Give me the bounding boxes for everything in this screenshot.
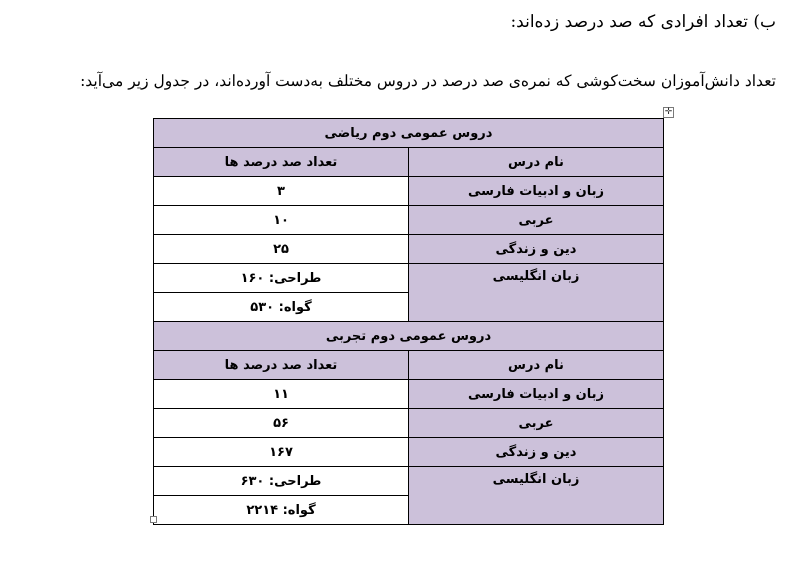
column-header-count: تعداد صد درصد ها <box>154 351 409 380</box>
column-header-subject: نام درس <box>409 351 664 380</box>
section-heading: ب) تعداد افرادی که صد درصد زده‌اند: <box>510 12 776 32</box>
table-row <box>154 438 664 467</box>
count-cell: گواه: ۵۳۰ <box>154 293 409 322</box>
table-row <box>154 467 664 496</box>
count-cell: ۳ <box>154 177 409 206</box>
results-table <box>153 118 664 525</box>
section-title-science: دروس عمومی دوم تجربی <box>154 322 664 351</box>
table-row <box>154 409 664 438</box>
table-row <box>154 322 664 351</box>
count-cell: طراحی: ۱۶۰ <box>154 264 409 293</box>
table-row <box>154 351 664 380</box>
subject-cell: زبان انگلیسی <box>409 264 664 322</box>
count-cell: ۱۶۷ <box>154 438 409 467</box>
count-cell: ۱۱ <box>154 380 409 409</box>
intro-paragraph: تعداد دانش‌آموزان سخت‌کوشی که نمره‌ی صد درصد در دروس مختلف به‌دست آورده‌اند، در جدول زیر می‌آید: <box>80 72 776 90</box>
subject-cell: دین و زندگی <box>409 235 664 264</box>
column-header-subject: نام درس <box>409 148 664 177</box>
table-row <box>154 264 664 293</box>
subject-cell: زبان انگلیسی <box>409 467 664 525</box>
subject-cell: عربی <box>409 409 664 438</box>
count-cell: ۲۵ <box>154 235 409 264</box>
column-header-count: تعداد صد درصد ها <box>154 148 409 177</box>
count-cell: ۱۰ <box>154 206 409 235</box>
section-title-math: دروس عمومی دوم ریاضی <box>154 119 664 148</box>
subject-cell: عربی <box>409 206 664 235</box>
table-row <box>154 235 664 264</box>
table-row <box>154 380 664 409</box>
count-cell: طراحی: ۶۳۰ <box>154 467 409 496</box>
table-row <box>154 148 664 177</box>
count-cell: ۵۶ <box>154 409 409 438</box>
table-resize-handle[interactable] <box>150 516 157 523</box>
table-row <box>154 119 664 148</box>
table-row <box>154 177 664 206</box>
subject-cell: دین و زندگی <box>409 438 664 467</box>
table-row <box>154 206 664 235</box>
subject-cell: زبان و ادبیات فارسی <box>409 177 664 206</box>
table-move-handle-icon[interactable]: ✛ <box>664 107 673 117</box>
count-cell: گواه: ۲۲۱۴ <box>154 496 409 525</box>
subject-cell: زبان و ادبیات فارسی <box>409 380 664 409</box>
